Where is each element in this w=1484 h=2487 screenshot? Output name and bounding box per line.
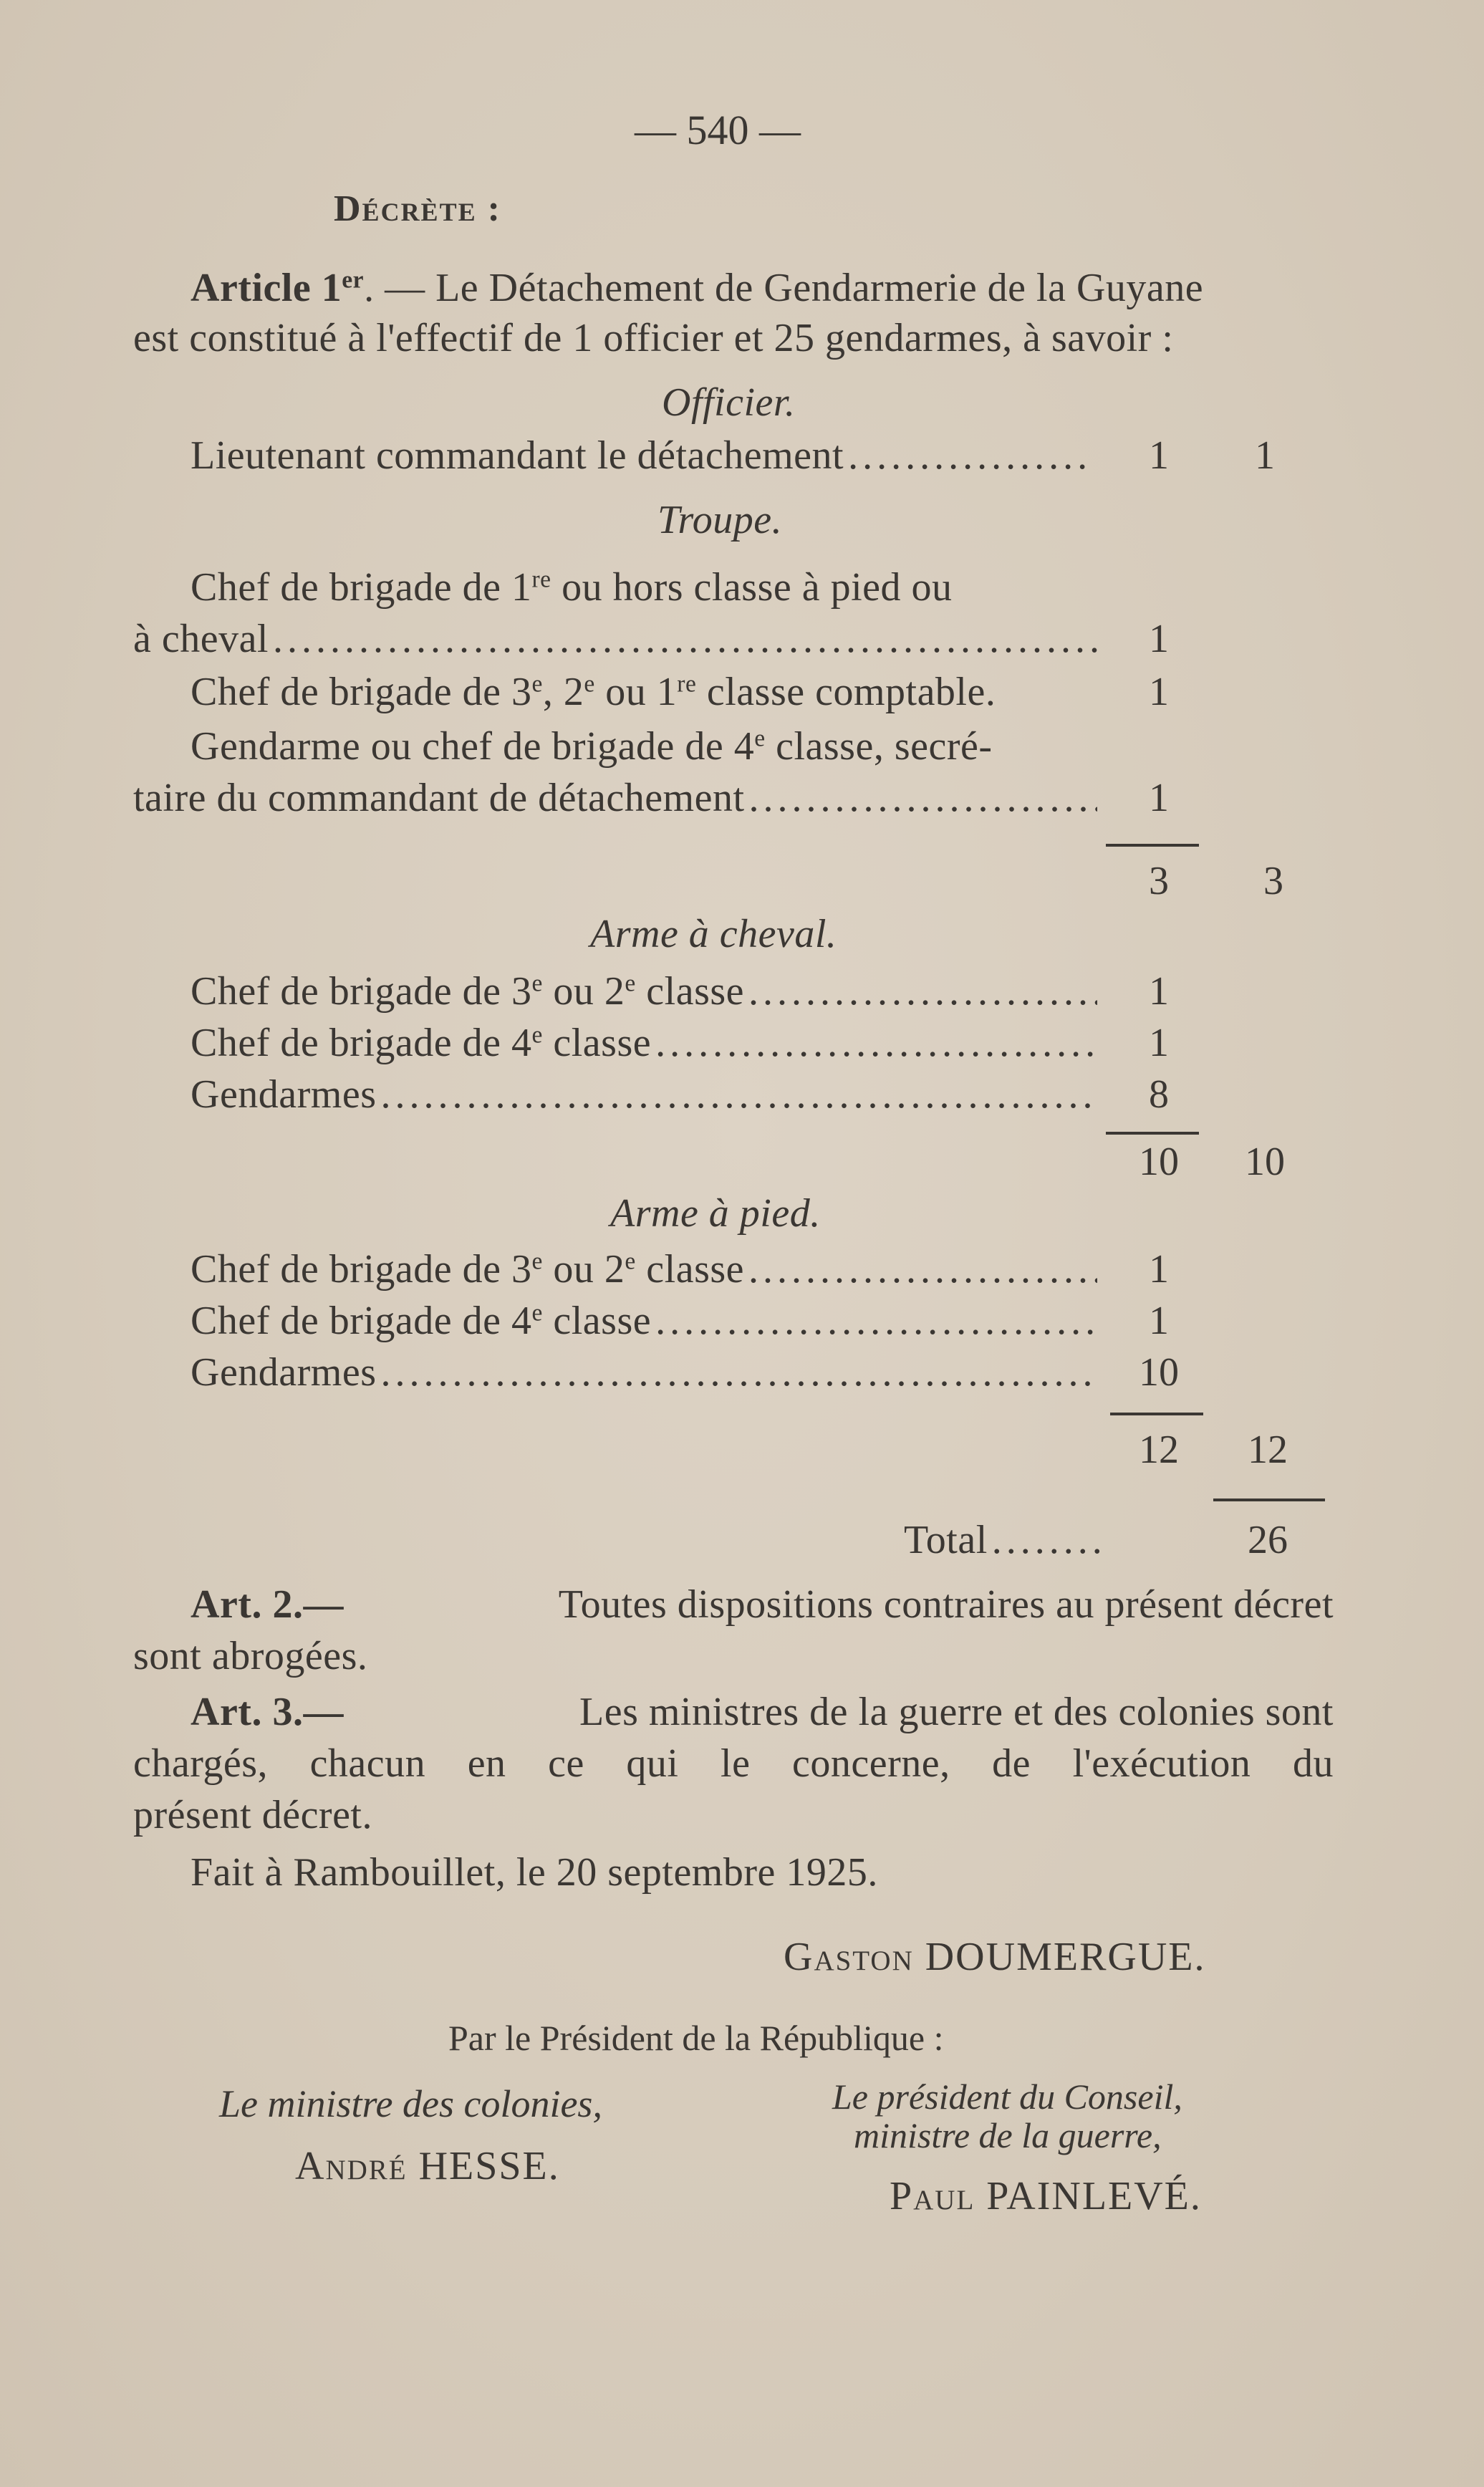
right-signature-title-2: ministre de la guerre, [854,2115,1162,2155]
article-3-line-3: présent décret. [133,1793,372,1837]
troupe-row2 [191,669,996,715]
cheval-row3 [191,1072,1097,1117]
article-3-label: Art. 3.— [191,1690,344,1734]
pied-row2-label [191,1298,651,1344]
officier-value: 1 [1149,433,1169,478]
pied-row1-label [191,1246,744,1292]
cheval-row2 [191,1020,1097,1066]
leader-dots [655,1298,1097,1344]
leader-dots [273,616,1097,662]
article-3-line-2: chargés, chacun en ce qui le concerne, de l'exécution du [133,1741,1334,1786]
right-signature-title-1: Le président du Conseil, [832,2077,1182,2117]
leader-dots [848,433,1086,478]
cheval-row1-value: 1 [1149,969,1169,1014]
troupe-row2-sup1: e [531,670,543,698]
cheval-subtotal-rule [1106,1132,1199,1135]
fait-a-line: Fait à Rambouillet, le 20 septembre 1925. [191,1850,878,1895]
troupe-row1-line1 [191,564,953,610]
troupe-row3-label: taire du commandant de détachement [133,776,745,820]
cheval-subtotal: 10 [1139,1140,1179,1184]
decrete-heading: Décrète : [334,188,501,229]
cheval-row1-sup2: e [625,970,636,997]
page-number: — 540 — [635,107,801,153]
officier-row-label: Lieutenant commandant le détachement [191,433,844,478]
pied-row3-value: 10 [1139,1350,1179,1395]
pied-row1-sup2: e [625,1248,636,1275]
leader-dots [748,1246,1097,1292]
pied-row1-a: Chef de brigade de 3 [191,1247,532,1291]
pied-total: 12 [1248,1428,1288,1472]
pied-subtotal: 12 [1139,1428,1179,1472]
troupe-row2-b: , 2 [542,670,584,714]
pied-row1-value: 1 [1149,1247,1169,1291]
grand-total-row [904,1517,1104,1563]
grand-total-rule [1213,1499,1325,1501]
troupe-row1-label: à cheval [133,617,269,661]
troupe-row3-sup: e [754,725,766,752]
cheval-row2-sup: e [531,1021,543,1049]
troupe-row2-a: Chef de brigade de 3 [191,670,532,714]
troupe-row1-value: 1 [1149,617,1169,661]
cheval-row3-label: Gendarmes [191,1072,377,1117]
cheval-row1 [191,968,1097,1014]
cheval-row2-label [191,1020,651,1066]
cheval-total: 10 [1245,1140,1285,1184]
left-signature-title: Le ministre des colonies, [219,2082,602,2125]
pied-row1-b: ou 2 [542,1247,625,1291]
article-1-label: Article 1 [191,266,342,310]
troupe-row2-sup3: re [677,670,697,698]
cheval-row1-label [191,968,744,1014]
leader-dots [655,1020,1097,1066]
cheval-row2-value: 1 [1149,1021,1169,1065]
pied-row2-value: 1 [1149,1299,1169,1343]
troupe-heading: Troupe. [657,498,783,542]
right-signature-name: Paul PAINLEVÉ. [890,2174,1202,2218]
troupe-subtotal-rule [1106,844,1199,847]
troupe-row2-d: classe comptable. [696,670,996,714]
article-3-line-1 [191,1689,1334,1735]
pied-row1-c: classe [635,1247,745,1291]
leader-dots [381,1072,1097,1117]
cheval-row1-sup1: e [531,970,543,997]
article-2-line-1 [191,1582,1334,1627]
left-signature-name: André HESSE. [295,2144,560,2188]
signature-president: Gaston DOUMERGUE. [784,1935,1206,1979]
troupe-row3-line1 [191,723,992,769]
troupe-row1-line2 [133,616,1097,662]
article-3-line1-rest: Les ministres de la guerre et des colonies sont [579,1690,1334,1734]
troupe-row1-a: Chef de brigade de 1 [191,565,532,610]
pied-row2-sup: e [531,1299,543,1327]
leader-dots [381,1350,1097,1395]
article-1-line-1 [191,265,1334,311]
pied-heading: Arme à pied. [610,1191,821,1236]
officier-total: 1 [1255,433,1275,478]
leader-dots [749,775,1097,821]
troupe-row2-sup2: e [584,670,595,698]
article-2-line-2: sont abrogées. [133,1634,368,1678]
troupe-subtotal: 3 [1149,859,1169,903]
pied-row2-a: Chef de brigade de 4 [191,1299,532,1343]
cheval-row1-a: Chef de brigade de 3 [191,969,532,1014]
pied-subtotal-rule [1110,1413,1203,1415]
pied-row2-b: classe [542,1299,652,1343]
pied-row3 [191,1350,1097,1395]
leader-dots [992,1517,1104,1563]
cheval-row1-c: classe [635,969,745,1014]
pied-row1 [191,1246,1097,1292]
cheval-row2-a: Chef de brigade de 4 [191,1021,532,1065]
par-le-president: Par le Président de la République : [448,2018,944,2058]
grand-total-label: Total [904,1518,988,1562]
article-2-label: Art. 2.— [191,1582,344,1627]
troupe-row3-value: 1 [1149,776,1169,820]
cheval-row3-value: 8 [1149,1072,1169,1117]
troupe-row2-c: ou 1 [594,670,678,714]
cheval-row1-b: ou 2 [542,969,625,1014]
article-1-line-2: est constitué à l'effectif de 1 officier et 25 gendarmes, à savoir : [133,316,1174,360]
leader-dots [748,968,1097,1014]
troupe-row1-b: ou hors classe à pied ou [551,565,953,610]
officier-heading: Officier. [662,380,796,425]
troupe-row3-line2 [133,775,1097,821]
pied-row3-label: Gendarmes [191,1350,377,1395]
cheval-heading: Arme à cheval. [590,912,837,956]
pied-row2 [191,1298,1097,1344]
pied-row1-sup1: e [531,1248,543,1275]
grand-total-value: 26 [1248,1518,1288,1562]
troupe-row2-value: 1 [1149,670,1169,714]
troupe-row3-a: Gendarme ou chef de brigade de 4 [191,724,755,769]
officier-row [191,433,1086,478]
article-1-line1-rest: . — Le Détachement de Gendarmerie de la Guyane [364,266,1204,310]
article-1-sup: er [342,266,365,294]
troupe-row3-b: classe, secré- [765,724,993,769]
cheval-row2-b: classe [542,1021,652,1065]
article-2-line1-rest: Toutes dispositions contraires au présent décret [558,1582,1334,1627]
troupe-total: 3 [1263,859,1283,903]
troupe-row1-sup: re [531,566,551,593]
